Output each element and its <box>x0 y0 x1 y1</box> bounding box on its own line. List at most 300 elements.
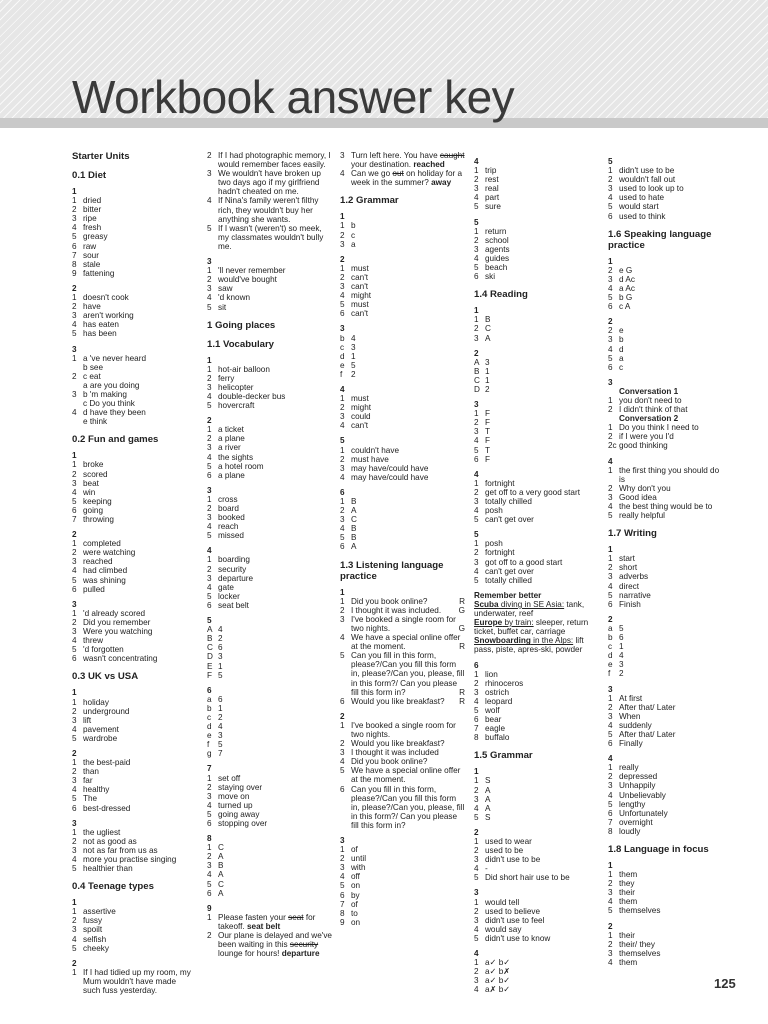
answer-text-value: 2 <box>218 712 223 722</box>
answer-text-value: if I were you I'd <box>619 432 674 442</box>
section-heading: 1.2 Grammar <box>340 195 399 207</box>
answer-number: 1 <box>207 364 212 374</box>
answer-text <box>83 390 192 399</box>
answer-row <box>207 383 332 392</box>
answer-row <box>207 601 332 610</box>
answer-text <box>485 367 602 376</box>
answer-text <box>83 363 192 372</box>
answer-text <box>351 785 465 830</box>
answer-text <box>351 403 465 412</box>
exercise-number: 1 <box>474 306 479 316</box>
answer-row <box>72 269 192 278</box>
answer-text <box>619 423 720 432</box>
answer-text <box>83 372 192 381</box>
answer-text-value: wasn't concentrating <box>83 654 158 664</box>
answer-text <box>351 606 465 615</box>
answer-text-value: 4 <box>351 333 356 343</box>
answer-text-value: B <box>485 315 491 325</box>
answer-number: 5 <box>72 329 77 339</box>
answer-row <box>608 624 720 633</box>
answer-number: 4 <box>474 193 479 203</box>
remember-better-item <box>474 636 602 654</box>
answer-text-value: ostrich <box>485 687 510 697</box>
answer-row <box>608 712 720 721</box>
answer-row <box>608 432 720 441</box>
exercise-number: 2 <box>608 614 613 624</box>
exercise-number: 2 <box>474 827 479 837</box>
answer-text-value: going <box>83 505 104 515</box>
answer-number: 5 <box>474 812 479 822</box>
answer-row <box>340 473 465 482</box>
answer-number: 4 <box>474 864 479 874</box>
answer-text-value: Did you book online? <box>351 757 428 767</box>
answer-row <box>474 427 602 436</box>
exercise <box>474 306 602 342</box>
answer-row <box>474 916 602 925</box>
answer-row <box>207 531 332 540</box>
exercise <box>608 157 720 221</box>
answer-number: 1 <box>474 837 479 846</box>
answer-text <box>351 291 465 300</box>
answer-text <box>619 906 720 915</box>
answer-number: 5 <box>608 511 613 521</box>
answer-text-value: missed <box>218 531 244 541</box>
answer-text-value: Were you watching <box>83 627 153 637</box>
answer-row <box>474 679 602 688</box>
exercise-number: 6 <box>207 685 212 695</box>
answer-number: 1 <box>72 827 77 837</box>
answer-number: 5 <box>474 202 479 212</box>
answer-number: 4 <box>340 421 345 431</box>
answer-text-value: return <box>485 226 507 236</box>
answer-row <box>474 488 602 497</box>
answer-row <box>608 870 720 879</box>
answer-text <box>218 196 332 223</box>
answer-row <box>207 913 332 931</box>
answer-row <box>474 907 602 916</box>
answer-text <box>218 392 332 401</box>
answer-text <box>485 724 602 733</box>
answer-row <box>72 311 192 320</box>
answer-text <box>619 949 720 958</box>
answer-row <box>72 205 192 214</box>
answer-text <box>485 418 602 427</box>
answer-row <box>207 275 332 284</box>
answer-text-value: used to hate <box>619 193 665 203</box>
exercise-number: 2 <box>608 921 613 931</box>
answer-text-value: reached <box>83 557 113 567</box>
answer-row <box>340 169 465 187</box>
exercise-number: 1 <box>207 355 212 365</box>
answer-row <box>608 184 720 193</box>
answer-text <box>619 772 720 781</box>
answer-text <box>218 462 332 471</box>
exercise <box>207 257 332 312</box>
answer-number: 3 <box>72 845 77 855</box>
answer-text-value: 7 <box>218 749 223 759</box>
answer-number: 1 <box>207 773 212 783</box>
answer-text-value: on <box>351 917 361 927</box>
answer-text <box>351 854 465 863</box>
answer-number: 3 <box>608 711 613 721</box>
answer-text <box>485 697 602 706</box>
answer-text <box>619 818 720 827</box>
answer-text <box>485 166 602 175</box>
answer-row <box>72 232 192 241</box>
answer-text-value: their <box>619 930 635 940</box>
answer-text-value: may have/could have <box>351 463 429 473</box>
answer-number: 2 <box>207 852 212 862</box>
answer-row <box>474 864 602 873</box>
answer-text <box>485 488 602 497</box>
answer-row <box>474 184 602 193</box>
answer-text-value: broke <box>83 460 104 470</box>
answer-text <box>218 722 332 731</box>
answer-text-value: aren't working <box>83 311 134 321</box>
answer-text-value: would start <box>619 202 659 212</box>
answer-number: 5 <box>207 879 212 889</box>
answer-row <box>207 374 332 383</box>
answer-number: 3 <box>340 151 345 160</box>
exercise-number: 3 <box>474 888 479 898</box>
answer-number: 1 <box>72 967 77 977</box>
answer-text-value: completed <box>83 539 121 549</box>
answer-row <box>474 227 602 236</box>
answer-row <box>474 795 602 804</box>
answer-text-value: has been <box>83 329 117 339</box>
answer-text-value: 1 <box>619 642 624 652</box>
answer-number: 4 <box>608 283 613 293</box>
answer-number: 1 <box>72 196 77 206</box>
answer-text <box>485 334 602 343</box>
answer-text-value: a plane <box>218 470 245 480</box>
answer-row <box>207 801 332 810</box>
answer-text <box>351 446 465 455</box>
answer-text-value: must have <box>351 454 389 464</box>
answer-text <box>619 511 720 520</box>
answer-text-value: agents <box>485 244 510 254</box>
answer-text <box>619 266 720 275</box>
answer-row <box>207 443 332 452</box>
answer-text <box>83 767 192 776</box>
answer-text <box>351 412 465 421</box>
answer-text-segment: by train: <box>502 618 534 628</box>
answer-text <box>218 819 332 828</box>
answer-row <box>608 906 720 915</box>
exercise <box>608 685 720 749</box>
exercise-number: 4 <box>207 546 212 556</box>
answer-text <box>83 260 192 269</box>
answer-text <box>351 757 465 766</box>
answer-text-value: eagle <box>485 724 506 734</box>
answer-row <box>474 958 602 967</box>
answer-text-value: lion <box>485 669 498 679</box>
answer-text-value: totally chilled <box>485 575 532 585</box>
answer-text-value: 1 <box>218 703 223 713</box>
answer-text <box>619 633 720 642</box>
exercise <box>608 378 720 451</box>
answer-text <box>83 311 192 320</box>
answer-text <box>351 615 465 633</box>
answer-row <box>340 721 465 739</box>
answer-text-value: a hotel room <box>218 461 264 471</box>
answer-text-value: When <box>619 711 641 721</box>
answer-row <box>207 284 332 293</box>
answer-text-value: 2 <box>218 634 223 644</box>
answer-row <box>474 479 602 488</box>
answer-text <box>218 731 332 740</box>
answer-row <box>608 703 720 712</box>
section-heading: 1.7 Writing <box>608 528 657 540</box>
answer-number: 4 <box>207 800 212 810</box>
answer-row <box>608 363 720 372</box>
answer-row <box>207 731 332 740</box>
answer-text <box>619 493 720 502</box>
answer-number: 4 <box>608 193 613 203</box>
answer-row <box>474 548 602 557</box>
answer-text <box>351 264 465 273</box>
answer-number: 1 <box>608 693 613 703</box>
answer-row <box>207 365 332 374</box>
answer-row <box>207 293 332 302</box>
exercise <box>72 688 192 743</box>
answer-number: 4 <box>608 957 613 967</box>
answer-text-value: a 've never heard <box>83 353 147 363</box>
answer-number: 3 <box>608 781 613 791</box>
exercise-number: 1 <box>72 451 77 461</box>
answer-text <box>218 574 332 583</box>
answer-text <box>619 870 720 879</box>
answer-text <box>485 925 602 934</box>
exercise <box>72 451 192 524</box>
exercise-number: 8 <box>207 834 212 844</box>
answer-text-segment: reached <box>413 160 445 170</box>
answer-row <box>340 455 465 464</box>
answer-text <box>485 479 602 488</box>
answer-text <box>83 488 192 497</box>
answer-text-value: b G <box>619 293 633 303</box>
answer-text-value: cheeky <box>83 943 109 953</box>
answer-row <box>207 471 332 480</box>
answer-text-value: Conversation 1 <box>619 386 679 396</box>
answer-text-value: 5 <box>218 670 223 680</box>
answer-number: 2 <box>608 432 613 442</box>
answer-text <box>619 554 720 563</box>
answer-number: 3 <box>207 861 212 871</box>
answer-row <box>340 412 465 421</box>
answer-text-value: trip <box>485 166 497 176</box>
answer-row <box>72 935 192 944</box>
exercise-number: 1 <box>72 688 77 698</box>
exercise <box>474 888 602 943</box>
answer-number: 3 <box>72 925 77 935</box>
answer-number: 4 <box>474 696 479 706</box>
answer-number: 3 <box>340 239 345 249</box>
answer-number: 3 <box>340 282 345 292</box>
answer-text <box>485 898 602 907</box>
answer-row <box>72 302 192 311</box>
answer-text-value: b 'm making <box>83 389 127 399</box>
answer-number: 4 <box>608 790 613 800</box>
answer-row <box>72 804 192 813</box>
answer-number: 3 <box>340 515 345 525</box>
answer-row <box>340 403 465 412</box>
answer-number: 5 <box>608 590 613 600</box>
answer-row <box>72 654 192 663</box>
answer-text <box>619 345 720 354</box>
answer-text <box>485 706 602 715</box>
answer-number: 1 <box>608 465 613 475</box>
answer-row <box>608 354 720 363</box>
exercise <box>474 218 602 282</box>
answer-text-value: A <box>485 785 491 795</box>
answer-number: C <box>474 375 480 385</box>
answer-text-value: pavement <box>83 724 119 734</box>
answer-column-1 <box>72 151 192 995</box>
answer-row <box>608 511 720 520</box>
exercise-number: 6 <box>474 660 479 670</box>
answer-number: 4 <box>207 196 212 206</box>
answer-text-value: a✓ b✗ <box>485 967 511 977</box>
answer-row <box>207 592 332 601</box>
answer-row <box>608 809 720 818</box>
answer-number: 2 <box>340 230 345 240</box>
answer-number: 4 <box>340 524 345 534</box>
answer-number: 7 <box>340 899 345 909</box>
answer-text <box>351 464 465 473</box>
answer-text <box>619 958 720 967</box>
answer-number: 4 <box>474 985 479 995</box>
answer-text <box>83 776 192 785</box>
answer-text <box>218 634 332 643</box>
answer-text-value: A <box>351 542 357 552</box>
answer-number: 4 <box>474 436 479 446</box>
unit-heading: Starter Units <box>72 151 130 162</box>
answer-text-value: I thought it was included <box>351 748 439 758</box>
answer-row <box>72 776 192 785</box>
answer-text <box>83 846 192 855</box>
answer-text-value: cross <box>218 494 238 504</box>
answer-text-value: 1 <box>485 375 490 385</box>
answer-row <box>72 470 192 479</box>
answer-row <box>474 715 602 724</box>
answer-text-value: A <box>485 333 491 343</box>
answer-text-segment: Europe <box>474 618 503 628</box>
exercise-number: 1 <box>340 587 345 597</box>
answer-text-value: holiday <box>83 697 109 707</box>
answer-text-value: Unhappily <box>619 781 656 791</box>
answer-text-value: 'll never remember <box>218 266 286 276</box>
answer-number: 3 <box>608 948 613 958</box>
answer-row <box>207 574 332 583</box>
answer-number: 2 <box>340 506 345 516</box>
answer-row <box>340 361 465 370</box>
exercise <box>340 588 465 706</box>
answer-row <box>72 785 192 794</box>
answer-number: 8 <box>340 908 345 918</box>
answer-text <box>218 425 332 434</box>
answer-row <box>474 697 602 706</box>
answer-row <box>72 627 192 636</box>
answer-number: 2 <box>72 548 77 558</box>
answer-text-value: were watching <box>83 548 136 558</box>
answer-number: g <box>207 749 212 759</box>
answer-row <box>608 642 720 651</box>
answer-mark: R <box>459 687 465 697</box>
answer-number: 1 <box>72 539 77 549</box>
answer-number: 4 <box>340 757 345 767</box>
answer-text-value: lift <box>83 715 92 725</box>
answer-text-segment: security <box>289 940 319 950</box>
answer-number: b <box>608 633 613 643</box>
answer-row <box>207 819 332 828</box>
exercise <box>72 898 192 953</box>
answer-text <box>351 739 465 748</box>
answer-row <box>72 716 192 725</box>
answer-row <box>72 645 192 654</box>
answer-number: 5 <box>72 794 77 804</box>
answer-row <box>608 284 720 293</box>
answer-text <box>485 227 602 236</box>
answer-text <box>83 785 192 794</box>
answer-text-value: can't <box>351 309 369 319</box>
answer-row <box>608 335 720 344</box>
answer-text <box>619 502 720 511</box>
answer-row <box>474 515 602 524</box>
answer-row <box>72 460 192 469</box>
answer-text <box>351 900 465 909</box>
answer-row <box>207 425 332 434</box>
answer-number: 4 <box>72 934 77 944</box>
answer-row <box>72 566 192 575</box>
answer-text-value: C <box>485 324 491 334</box>
answer-row <box>72 399 192 408</box>
answer-text <box>218 592 332 601</box>
exercise <box>340 255 465 319</box>
answer-text-value: must <box>351 300 369 310</box>
answer-row <box>340 273 465 282</box>
section-heading: 1.5 Grammar <box>474 750 533 762</box>
exercise-number: 2 <box>72 748 77 758</box>
remember-better-box <box>474 591 602 655</box>
answer-text-value: posh <box>485 506 503 516</box>
answer-text-value: 4 <box>218 625 223 635</box>
answer-text-value: scored <box>83 469 108 479</box>
exercise <box>72 345 192 427</box>
answer-text <box>485 446 602 455</box>
answer-text-value: best-dressed <box>83 803 131 813</box>
answer-text <box>619 184 720 193</box>
answer-number: 1 <box>340 497 345 506</box>
answer-row <box>474 245 602 254</box>
exercise <box>207 486 332 541</box>
answer-text-value: may have/could have <box>351 472 429 482</box>
answer-text-segment: Turn left here. You have <box>351 151 440 160</box>
answer-text <box>351 343 465 352</box>
answer-row <box>72 196 192 205</box>
answer-number: 1 <box>207 555 212 565</box>
answer-text <box>485 688 602 697</box>
answer-text <box>351 524 465 533</box>
answer-text-value: boarding <box>218 555 250 565</box>
answer-text-value: B <box>351 533 357 543</box>
answer-text <box>83 381 192 390</box>
answer-number: 5 <box>608 906 613 916</box>
answer-text-value: them <box>619 957 638 967</box>
answer-text <box>83 828 192 837</box>
answer-text-value: d <box>619 344 624 354</box>
answer-text <box>619 466 720 484</box>
